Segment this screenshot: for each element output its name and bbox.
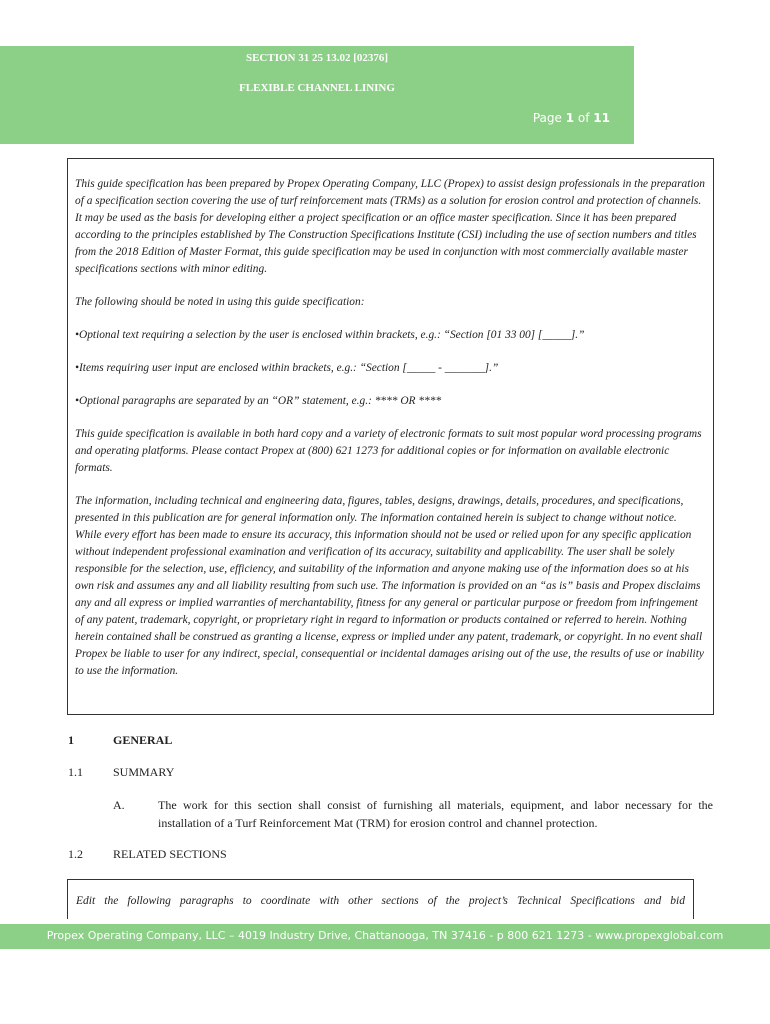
note-paragraph: The following should be noted in using this guide specification: <box>75 296 365 308</box>
editor-note-box <box>67 879 694 919</box>
guide-note-box <box>67 158 714 715</box>
heading-number: 1 <box>68 733 74 747</box>
heading-summary <box>0 765 770 781</box>
section-title: FLEXIBLE CHANNEL LINING <box>239 82 395 94</box>
summary-paragraph-a <box>113 796 713 832</box>
page-of: of <box>577 111 590 125</box>
heading-general <box>0 733 770 749</box>
note-paragraph: •Optional paragraphs are separated by an “OR” statement, e.g.: **** OR **** <box>75 395 442 407</box>
note-paragraph: The information, including technical and engineering data, figures, tables, designs, drawings, details, procedures, and specifications, presented in this publication are for general information only. The information contained herein is subject to change without notice. While every effort has been made to ensure its accuracy, this information should not be used or relied upon for any specific application without independent professional examination and verification of its accuracy, suitability and applicability. The user shall be solely responsible for the selection, use, efficiency, and suitability of the information and anyone making use of the information does so at his own risk and assumes any and all liability resulting from such use. The information is provided on an “as is” basis and Propex disclaims any and all express or implied warranties of merchantability, fitness for any general or particular purpose or freedom from infringement of any patent, trademark, copyright, or proprietary right in regard to information or products contained or referred to herein. Nothing herein contained shall be construed as granting a license, express or implied under any patent, trademark, or copyright. In no event shall Propex be liable to user for any indirect, special, consequential or incidental damages arising out of the use, the results of use or inability to use the information. <box>75 495 704 677</box>
note-paragraph: This guide specification has been prepared by Propex Operating Company, LLC (Propex) to assist design professionals in the preparation of a specification section covering the use of turf reinforcement mats (TRMs) as a solution for erosion control and protection of channels. It may be used as the basis for developing either a project specification or an office master specification. Since it has been prepared according to the principles established by The Construction Specifications Institute (CSI) including the use of section numbers and titles from the 2018 Edition of Master Format, this guide specification may be used in conjunction with most commercially available master specifications sections with minor editing. <box>75 178 705 275</box>
note-paragraph: This guide specification is available in both hard copy and a variety of electronic formats to suit most popular word processing programs and operating platforms. Please contact Propex at (800) 621 1273 for additional copies or for information on available electronic formats. <box>75 428 702 474</box>
heading-number: 1.1 <box>68 765 83 779</box>
heading-label: RELATED SECTIONS <box>113 847 227 861</box>
paragraph-letter: A. <box>113 798 125 812</box>
note-paragraph: •Items requiring user input are enclosed within brackets, e.g.: “Section [_____ - _______].” <box>75 362 499 374</box>
page-total: 11 <box>593 111 610 125</box>
page-prefix: Page <box>532 111 562 125</box>
heading-number: 1.2 <box>68 847 83 861</box>
page-indicator <box>533 111 610 125</box>
heading-related-sections <box>0 847 770 863</box>
page-current: 1 <box>565 111 575 125</box>
note-paragraph: •Optional text requiring a selection by the user is enclosed within brackets, e.g.: “Section [01 33 00] [_____].” <box>75 329 585 341</box>
heading-label: GENERAL <box>113 733 173 747</box>
section-number: SECTION 31 25 13.02 [02376] <box>245 52 389 64</box>
paragraph-text: The work for this section shall consist of furnishing all materials, equipment, and labor necessary for the installation of a Turf Reinforcement Mat (TRM) for erosion control and channel protection. <box>158 798 713 830</box>
editor-note-text: Edit the following paragraphs to coordinate with other sections of the project’s Technical Specifications and bid <box>76 895 685 907</box>
heading-label: SUMMARY <box>113 765 175 779</box>
footer-contact: Propex Operating Company, LLC – 4019 Industry Drive, Chattanooga, TN 37416 - p 800 621 1273 - www.propexglobal.com <box>46 929 724 942</box>
